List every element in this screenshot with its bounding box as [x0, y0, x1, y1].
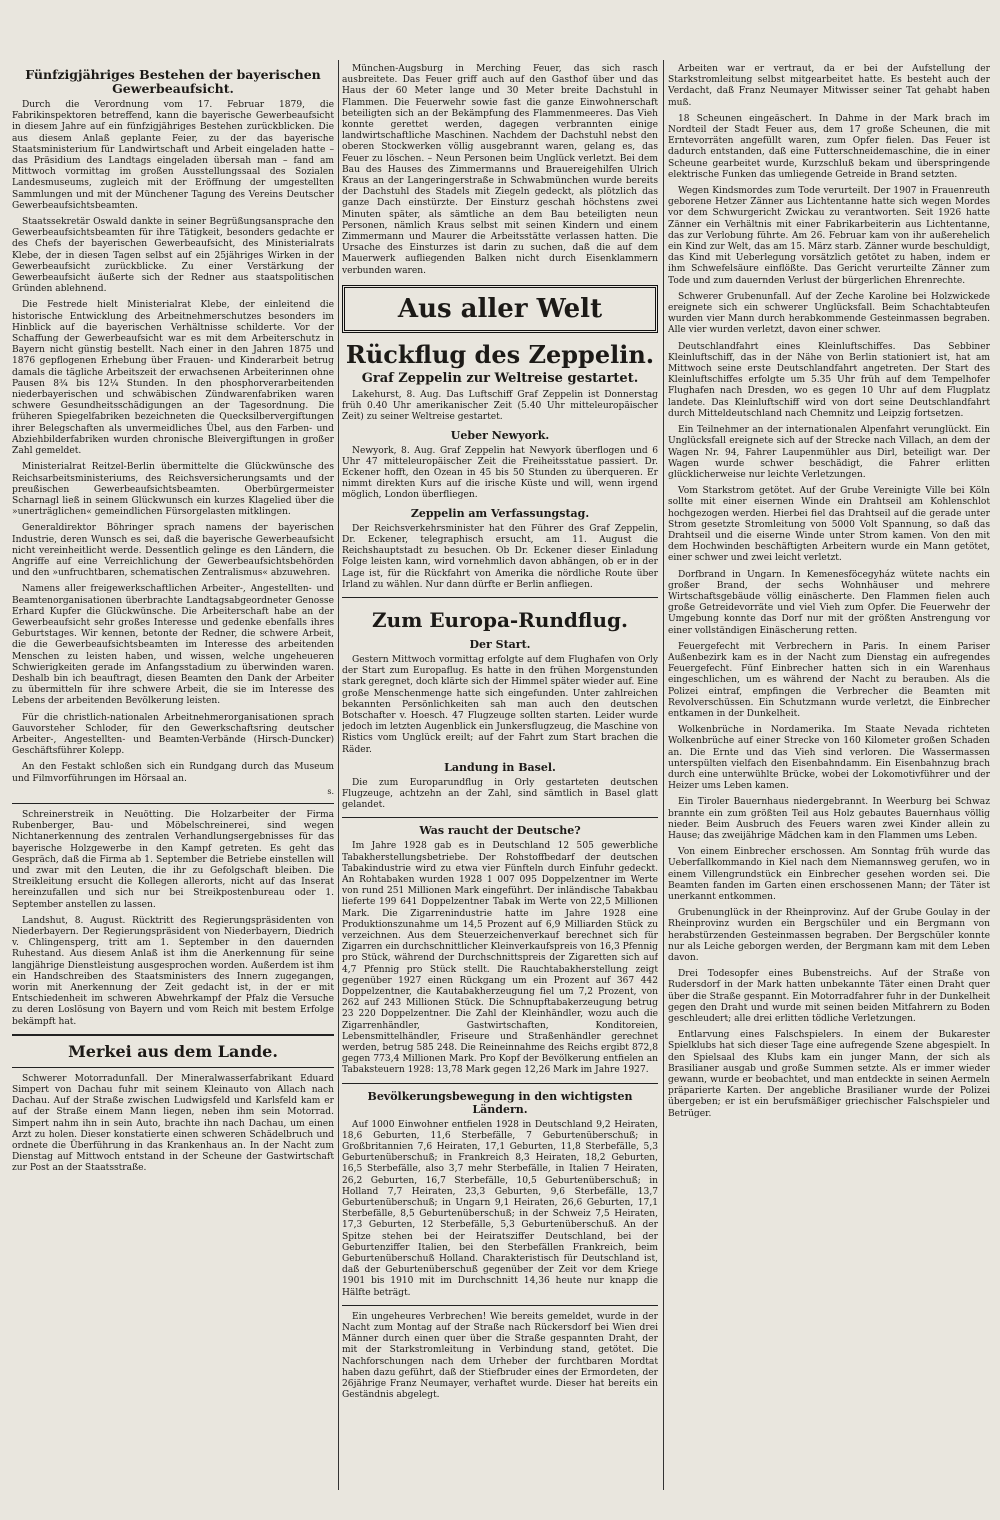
article-landshut: Landshut, 8. August. Rücktritt des Regierungspräsidenten von Niederbayern. Der Regierungspräsident von Niederbayern, Diedrich v. Chlingensperg, tritt am 1. September in den dauernden Ruhestand. Aus diesem Anlaß ist ihm die Anerkennung für seine langjährige Dienstleistung ausgesprochen worden. Außerdem ist ihm ein Handschreiben des Staatsministers des Innern zugegangen, worin mit Anerkennung der Zeit gedacht ist, in der er mit Entschiedenheit im schweren Abwehrkampf der Pfalz die Versuche zu deren Loslösung von Bayern und vom Reich mit bestem Erfolge bekämpft hat.	[12, 915, 334, 1027]
subhead-newyork: Ueber Newyork.	[450, 428, 550, 442]
article-paragraph: 18 Scheunen eingeäschert. In Dahme in der Mark brach im Nordteil der Stadt Feuer aus, dem 17 große Scheunen, die mit Erntevorräten angefüllt waren, zum Opfer fielen. Das Feuer ist dadurch entstanden, daß eine Futterschneidemaschine, die in einer Scheune gearbeitet wurde, Kurzschluß bekam und überspringende elektrische Funken das umliegende Getreide in Brand setzten.	[668, 113, 990, 180]
subhead-basel: Landung in Basel.	[444, 760, 556, 774]
divider	[342, 1083, 658, 1084]
article-paragraph: Schwerer Grubenunfall. Auf der Zeche Karoline bei Holzwickede ereignete sich ein schwerer Unglücksfall. Beim Schachtabteufen wurden vier Mann durch herabkommende Gesteinmassen begraben. Alle vier wurden verletzt, davon einer schwer.	[668, 291, 990, 336]
subhead-start: Der Start.	[469, 637, 531, 651]
article-merching: München-Augsburg in Merching Feuer, das sich rasch ausbreitete. Das Feuer griff auch auf den Gasthof über und das Haus der 60 Meter lange und 30 Meter breite Dachstuhl in Flammen. Die Feuerwehr sowie fast die ganze Einwohnerschaft beteiligten sich an der Bekämpfung des Flammenmeeres. Das Vieh konnte gerettet werden, dagegen verbrannten einige landwirtschaftliche Maschinen. Nachdem der Dachstuhl nebst den oberen Stockwerken völlig ausgebrannt waren, gelang es, das Feuer zu löschen. – Neun Personen beim Unglück verletzt. Bei dem Bau des Hauses des Zimmermanns und Brauereigehilfen Ulrich Kraus an der Langeringerstraße in Schwabmünchen wurde bereits der Dachstuhl des Stadels mit Ziegeln gedeckt, als plötzlich das ganze Dach einstürzte. Der Einsturz geschah höchstens zwei Minuten später, als sämtliche an dem Bau beteiligten neun Personen, nämlich Kraus selbst mit seinen Kindern und einem Zimmermann und Maurer die Arbeitsstätte verlassen hatten. Die Ursache des Einsturzes ist darin zu suchen, daß die auf dem Mauerwerk aufliegenden Balken nicht durch Eisenklammern verbunden waren.	[342, 64, 658, 276]
article-paragraph: Im Jahre 1928 gab es in Deutschland 12 505 gewerbliche Tabakherstellungsbetriebe. Der Rohstoffbedarf der deutschen Tabakindustrie wird zu etwa vier Fünfteln durch Einfuhr gedeckt. An Rohtabaken wurden 1928 1 007 095 Doppelzentner im Werte von rund 251 Millionen Mark eingeführt. Der inländische Tabakbau lieferte 199 641 Doppelzentner Tabak im Werte von 22,5 Millionen Mark. Die Zigarrenindustrie hatte im Jahre 1928 eine Produktionszunahme um 14,5 Prozent auf 6,9 Milliarden Stück zu verzeichnen. Aus dem Steuerzeichenverkauf berechnet sich für Zigarren ein durchschnittlicher Kleinverkaufspreis von 16,3 Pfennig pro Stück, während der Durchschnittspreis der Zigaretten sich auf 4,7 Pfennig pro Stück stellt. Die Rauchtabakherstellung zeigt gegenüber 1927 einen Rückgang um ein Prozent auf 367 442 Doppelzentner, die Kautabakherzeugung fiel um 7,2 Prozent, von 262 auf 243 Millionen Stück. Die Schnupftabakerzeugung betrug 23 220 Doppelzentner. Die Zahl der Kleinhändler, wozu auch die Zigarrenhändler, Gastwirtschaften, Konditoreien, Lebensmittelhändler, Friseure und Straßenhändler gerechnet werden, betrug 585 248. Die Reineinnahme des Reichs ergibt 872,8 gegen 773,4 Millionen Mark. Pro Kopf der Bevölkerung entfielen an Tabaksteuern 1928: 13,78 Mark gegen 12,26 Mark im Jahre 1927.	[342, 841, 658, 1076]
article-paragraph: Newyork, 8. Aug. Graf Zeppelin hat Newyork überflogen und 6 Uhr 47 mitteleuropäischer Zeit die Freiheitsstatue passiert. Dr. Eckener hofft, den Ozean in 45 bis 50 Stunden zu überqueren. Er nimmt direkten Kurs auf die irische Küste und will, wenn irgend möglich, London überfliegen.	[342, 445, 658, 501]
article-paragraph: An den Festakt schloßen sich ein Rundgang durch das Museum und Filmvorführungen im Hörsaal an.	[12, 762, 334, 784]
column-right	[668, 64, 990, 1484]
article-paragraph: Generaldirektor Böhringer sprach namens der bayerischen Industrie, deren Wunsch es sei, daß die bayerische Gewerbeaufsicht nicht vereinheitlicht werde. Dessentlich gelinge es den Ländern, die Angriffe auf eine Verreichlichung der Gewerbeaufsichtsbehörden und den »unfruchtbaren, schematischen Zentralismus« abzuwehren.	[12, 523, 334, 579]
column-rule	[338, 60, 339, 1490]
article-paragraph: Namens aller freigewerkschaftlichen Arbeiter-, Angestellten- und Beamtenorganisationen überbrachte Landtagsabgeordneter Genosse Erhard Kupfer die Glückwünsche. Die Arbeiterschaft habe an der Gewerbeaufsicht sehr großes Interesse und gedenke ebenfalls ihres Geburtstages. Wir kennen, betonte der Redner, die schwere Arbeit, die die Gewerbeaufsichtsbeamten im Interesse des arbeitenden Menschen zu leisten haben, und wissen, welche ungeheueren Schwierigkeiten gerade im Anfangsstadium zu überwinden waren. Deshalb bin ich beauftragt, diesen Beamten den Dank der Arbeiter zu übermitteln für ihre schwere Arbeit, die sie im Interesse des Lebens der arbeitenden Bevölkerung leisten.	[12, 584, 334, 707]
article-paragraph: Wolkenbrüche in Nordamerika. Im Staate Nevada richteten Wolkenbrüche auf einer Strecke von 160 Kilometer großen Schaden an. Die Ernte und das Vieh sind verloren. Die Wassermassen unterspülten vielfach den Eisenbahndamm. Ein Eisenbahnzug brach durch eine unterwühlte Brücke, wobei der Lokomotivführer und der Heizer ums Leben kamen.	[668, 725, 990, 792]
article-paragraph: Entlarvung eines Falschspielers. In einem der Bukarester Spielklubs hat sich dieser Tage eine aufregende Szene abgespielt. In den Spielsaal des Klubs kam ein junger Mann, der sich als Brasilianer ausgab und große Summen setzte. Als er immer wieder gewann, wurde er beobachtet, und man entdeckte in seinen Aermeln präparierte Karten. Der angebliche Brasilianer wurde der Polizei übergeben; er ist ein berufsmäßiger griechischer Falschspieler und Betrüger.	[668, 1030, 990, 1119]
column-middle	[342, 64, 658, 1484]
column-rule	[663, 60, 664, 1490]
divider	[12, 803, 334, 804]
article-paragraph: Ministerialrat Reitzel-Berlin übermittelte die Glückwünsche des Reichsarbeitsministeriums, des Reichsversicherungsamts und der preußischen Gewerbeaufsichtsbeamten. Oberbürgermeister Scharnagl ließ in seinem Glückwunsch ein kurzes Klagelied über die »unerträglichen« gemeindlichen Fürsorgelasten mitklingen.	[12, 462, 334, 518]
article-paragraph: Grubenunglück in der Rheinprovinz. Auf der Grube Goulay in der Rheinprovinz wurden ein Bergschüler und ein Bergmann von herabstürzenden Gesteinmassen begraben. Der Bergschüler konnte nur als Leiche geborgen werden, der Bergmann kam mit dem Leben davon.	[668, 908, 990, 964]
subhead-tabak: Was raucht der Deutsche?	[419, 824, 581, 838]
article-paragraph: Von einem Einbrecher erschossen. Am Sonntag früh wurde das Ueberfallkommando in Kiel nach dem Niemannsweg gerufen, wo in einem Villengrundstück ein Einbrecher gesehen worden sei. Die Beamten fanden im Garten einen erschossenen Mann; der Täter ist unerkannt entkommen.	[668, 847, 990, 903]
article-paragraph: Vom Starkstrom getötet. Auf der Grube Vereinigte Ville bei Köln sollte mit einer eisernen Winde ein Drahtseil am Kohlenschlot hochgezogen werden. Hierbei fiel das Drahtseil auf die gerade unter Strom gesetzte Stromleitung von 5000 Volt Spannung, so daß das Drahtseil und die eiserne Winde unter Strom kamen. Von den mit dem Hochwinden beschäftigten Arbeitern wurde ein Mann getötet, einer schwer und zwei leicht verletzt.	[668, 486, 990, 564]
article-paragraph: Ein ungeheures Verbrechen! Wie bereits gemeldet, wurde in der Nacht zum Montag auf der Straße nach Rückersdorf bei Wien drei Männer durch einen quer über die Straße gespannten Draht, der mit der Starkstromleitung in Verbindung stand, getötet. Die Nachforschungen nach dem Urheber der furchtbaren Mordtat haben dazu geführt, daß der Stiefbruder eines der Ermordeten, der 26jährige Franz Neumayer, verhaftet wurde. Dieser hat bereits ein Geständnis abgelegt.	[342, 1311, 658, 1401]
article-paragraph: Ein Teilnehmer an der internationalen Alpenfahrt verunglückt. Ein Unglücksfall ereignete sich auf der Strecke nach Villach, an dem der Wagen Nr. 94, Fahrer Laupenmühler aus Dirl, beteiligt war. Der Wagen wurde schwer beschädigt, die Fahrer erlitten glücklicherweise nur leichte Verletzungen.	[668, 425, 990, 480]
headline-zeppelin: Rückflug des Zeppelin.	[345, 339, 655, 369]
subhead-bevoelkerung: Bevölkerungsbewegung in den wichtigsten Ländern.	[367, 1089, 633, 1116]
article-paragraph: Durch die Verordnung vom 17. Februar 1879, die Fabrikinspektoren betreffend, kann die bayerische Gewerbeaufsicht in diesem Jahre auf ein fünfzigjähriges Bestehen zurückblicken. Die aus diesem Anlaß geplante Feier, zu der das bayerische Staatsministerium für Landwirtschaft und Arbeit eingeladen hatte – das Präsidium des Landtags eingeladen übersah man – fand am Mittwoch vormittag im großen Ausstellungssaal des Sozialen Landesmuseums, zugleich mit der Eröffnung der umgestellten Sammlungen und mit der Münchener Tagung des Vereins Deutscher Gewerbeaufsichtsbeamten.	[12, 100, 334, 211]
subhead-zeppelin: Graf Zeppelin zur Weltreise gestartet.	[361, 370, 639, 386]
article-neuoetting: Schreinerstreik in Neuötting. Die Holzarbeiter der Firma Rubenberger, Bau- und Möbelschreinerei, sind wegen Nichtanerkennung des zentralen Verhandlungsergebnisses für das bayerische Holzgewerbe in den Kampf getreten. Es geht das Gespräch, daß die Firma ab 1. September die Betriebe einstellen will und zwar mit den Leuten, die ihr zu Gefolgschaft bleiben. Die Streikleitung ersucht die Kollegen allerorts, nicht auf das Inserat hereinzufallen und sich nur bei Streikpostenbureau oder 1. September anstellen zu lassen.	[12, 809, 334, 910]
article-paragraph: Lakehurst, 8. Aug. Das Luftschiff Graf Zeppelin ist Donnerstag früh 0.40 Uhr amerikanischer Zeit (5.40 Uhr mitteleuropäischer Zeit) zu seiner Weltreise gestartet.	[342, 390, 658, 423]
divider	[342, 1305, 658, 1306]
article-paragraph: Der Reichsverkehrsminister hat den Führer des Graf Zeppelin, Dr. Eckener, telegraphisch ersucht, am 11. August die Reichshauptstadt zu besuchen. Ob Dr. Eckener dieser Einladung Folge leisten kann, wird vornehmlich davon abhängen, ob er in der Lage ist, für die Rückfahrt von Amerika die nördliche Route über Irland zu wählen. Nur dann dürfte er Berlin anfliegen.	[342, 523, 658, 590]
article-paragraph: Für die christlich-nationalen Arbeitnehmerorganisationen sprach Gauvorsteher Schloder, für den Gewerkschaftsring deutscher Arbeiter-, Angestellten- und Beamten-Verbände (Hirsch-Duncker) Geschäftsführer Kolepp.	[12, 712, 334, 757]
article-motorradunfall: Schwerer Motorradunfall. Der Mineralwasserfabrikant Eduard Simpert von Dachau fuhr mit seinem Kleinauto von Allach nach Dachau. Auf der Straße zwischen Ludwigsfeld und Karlsfeld kam er auf der Straße einem Mann liegen, neben ihm sein Motorrad. Simpert nahm ihn in sein Auto, brachte ihn nach Dachau, um einen Arzt zu holen. Dieser konstatierte einen schweren Schädelbruch und ordnete die Überführung in das Krankenhaus an. In der Nacht zum Dienstag auf Mittwoch entstand in der Scheune der Gastwirtschaft zur Post an der Staatsstraße.	[12, 1073, 334, 1174]
headline-europa-rundflug: Zum Europa-Rundflug.	[372, 607, 628, 632]
article-paragraph: Arbeiten war er vertraut, da er bei der Aufstellung der Starkstromleitung selbst mitgearbeitet hatte. Es besteht auch der Verdacht, daß Franz Neumayer Mitwisser seiner Tat gehabt haben muß.	[668, 64, 990, 108]
headline-gewerbeaufsicht: Fünfzigjähriges Bestehen der bayerischen Gewerbeaufsicht.	[25, 67, 321, 96]
subhead-verfassungstag: Zeppelin am Verfassungstag.	[410, 506, 590, 520]
article-paragraph: Die zum Europarundflug in Orly gestarteten deutschen Flugzeuge, achtzehn an der Zahl, sind sämtlich in Basel glatt gelandet.	[342, 777, 658, 811]
article-paragraph: Dorfbrand in Ungarn. In Kemenesföcegyház wütete nachts ein großer Brand, der sechs Wohnhäuser und mehrere Wirtschaftsgebäude völlig einäscherte. Den Flammen fielen auch große Getreidevorräte und viel Vieh zum Opfer. Die Feuerwehr der Umgebung konnte das Dorf nur mit der größten Anstrengung vor einer vollständigen Einäscherung retten.	[668, 569, 990, 636]
author-sign: s.	[327, 786, 334, 796]
article-paragraph: Ein Tiroler Bauernhaus niedergebrannt. In Weerburg bei Schwaz brannte ein zum größten Teil aus Holz gebautes Bauernhaus völlig nieder. Beim Ausbruch des Feuers waren zwei Kinder allein zu Hause; das zweijährige Mädchen kam in den Flammen ums Leben.	[668, 797, 990, 841]
section-title-lande: Merkei aus dem Lande.	[68, 1041, 278, 1061]
divider	[12, 1034, 334, 1036]
article-paragraph: Auf 1000 Einwohner entfielen 1928 in Deutschland 9,2 Heiraten, 18,6 Geburten, 11,6 Sterbefälle, 7 Geburtenüberschuß; in Großbritannien 7,6 Heiraten, 17,1 Geburten, 11,8 Sterbefälle, 5,3 Geburtenüberschuß; in Frankreich 8,3 Heiraten, 18,2 Geburten, 16,5 Sterbefälle, also 3,7 mehr Sterbefälle, in Italien 7 Heiraten, 26,2 Geburten, 16,7 Sterbefälle, 10,5 Geburtenüberschuß; in Holland 7,7 Heiraten, 23,3 Geburten, 9,6 Sterbefälle, 13,7 Geburtenüberschuß; in Ungarn 9,1 Heiraten, 26,6 Geburten, 17,1 Sterbefälle, 8,5 Geburtenüberschuß; in der Schweiz 7,5 Heiraten, 17,3 Geburten, 12 Sterbefälle, 5,3 Geburtenüberschuß. An der Spitze stehen bei der Heiratsziffer Deutschland, bei der Geburtenziffer Italien, bei den Sterbefällen Frankreich, beim Geburtenüberschuß Holland. Charakteristisch für Deutschland ist, daß der Geburtenüberschuß gegenüber der Zeit vor dem Kriege 1901 bis 1910 mit im Durchschnitt 14,36 heute nur knapp die Hälfte beträgt.	[342, 1119, 658, 1298]
divider	[342, 817, 658, 818]
article-paragraph: Die Festrede hielt Ministerialrat Klebe, der einleitend die historische Entwicklung des Arbeitnehmerschutzes besonders im Hinblick auf die bayerischen Verhältnisse schilderte. Vor der Schaffung der Gewerbeaufsicht war es mit dem Arbeiterschutz in Bayern nicht günstig bestellt. Nach einer in den Jahren 1875 und 1876 gepflogenen Erhebung über Frauen- und Kinderarbeit betrug damals die tägliche Arbeitszeit der erwachsenen Arbeiterinnen ohne Pausen 8¾ bis 12¼ Stunden. In den phosphorverarbeitenden niederbayerischen und schwäbischen Zündwarenfabriken waren schwere Gesundheitsschädigungen an der Tagesordnung. Die früheren Spiegelfabriken bezeichneten die Quecksilbervergiftungen ihrer Belegschaften als unvermeidliches Übel, aus den Farben- und Abziehbilderfabriken wurden chronische Bleivergiftungen in großer Zahl gemeldet.	[12, 300, 334, 457]
divider	[342, 597, 658, 598]
article-paragraph: Drei Todesopfer eines Bubenstreichs. Auf der Straße von Rudersdorf in der Mark hatten unbekannte Täter einen Draht quer über die Straße gespannt. Ein Motorradfahrer fuhr in der Dunkelheit gegen den Draht und wurde mit seinen beiden Mitfahrern zu Boden geschleudert; alle drei erlitten tödliche Verletzungen.	[668, 969, 990, 1025]
divider	[12, 1067, 334, 1068]
article-paragraph: Wegen Kindsmordes zum Tode verurteilt. Der 1907 in Frauenreuth geborene Hetzer Zänner aus Lichtentanne hatte sich wegen Mordes vor dem Schwurgericht Zwickau zu verantworten. Seit 1926 hatte Zänner ein Verhältnis mit einer Fabrikarbeiterin aus Lichtentanne, das zur Verlobung führte. Am 26. Februar kam von ihr außerehelich ein Kind zur Welt, das am 15. März starb. Zänner wurde beschuldigt, das Kind mit Ueberlegung vorsätzlich getötet zu haben, indem er ihm Schwefelsäure einflößte. Das Gericht verurteilte Zänner zum Tode und zum dauernden Verlust der bürgerlichen Ehrenrechte.	[668, 186, 990, 286]
section-title-aus-aller-welt: Aus aller Welt	[342, 285, 658, 333]
article-paragraph: Staatssekretär Oswald dankte in seiner Begrüßungsansprache den Gewerbeaufsichtsbeamten für ihre Tätigkeit, besonders gedachte er des Chefs der bayerischen Gewerbeaufsicht, des Ministerialrats Klebe, der in diesen Tagen selbst auf ein 25jähriges Wirken in der Gewerbeaufsicht zurückblicke. Zu einer Verstärkung der Gewerbeaufsicht äußerte sich der Redner aus staatspolitischen Gründen ablehnend.	[12, 217, 334, 295]
article-paragraph: Deutschlandfahrt eines Kleinluftschiffes. Das Sebbiner Kleinluftschiff, das in der Nähe von Berlin stationiert ist, hat am Mittwoch seine erste Deutschlandfahrt angetreten. Der Start des Kleinluftschiffes erfolgte um 5.35 Uhr früh auf dem Tempelhofer Flughafen nach Dresden, wo es gegen 10 Uhr auf dem Flugplatz landete. Das Kleinluftschiff wird von dort seine Deutschlandfahrt durch Mitteldeutschland nach Chemnitz und Leipzig fortsetzen.	[668, 341, 990, 419]
article-paragraph: Feuergefecht mit Verbrechern in Paris. In einem Pariser Außenbezirk kam es in der Nacht zum Dienstag ein aufregendes Feuergefecht. Fünf Einbrecher hatten sich in ein Warenhaus eingeschlichen, um es während der Nacht zu berauben. Als die Polizei eintraf, empfingen die Verbrecher die Beamten mit Revolverschüssen. Ein Schutzmann wurde verletzt, die Einbrecher entkamen in der Dunkelheit.	[668, 641, 990, 719]
column-left	[12, 64, 334, 1484]
article-paragraph: Gestern Mittwoch vormittag erfolgte auf dem Flughafen von Orly der Start zum Europaflug. Es hatte in den frühen Morgenstunden stark geregnet, doch klärte sich der Himmel später wieder auf. Eine große Menschenmenge hatte sich eingefunden. Unter zahlreichen bekannten Persönlichkeiten sah man auch den deutschen Botschafter v. Hoesch. 47 Flugzeuge sollten starten. Leider wurde jedoch im letzten Augenblick ein Junkersflugzeug, die Maschine von Ristics vom Unglück ereilt; auf der Fahrt zum Start brachen die Räder.	[342, 654, 658, 755]
